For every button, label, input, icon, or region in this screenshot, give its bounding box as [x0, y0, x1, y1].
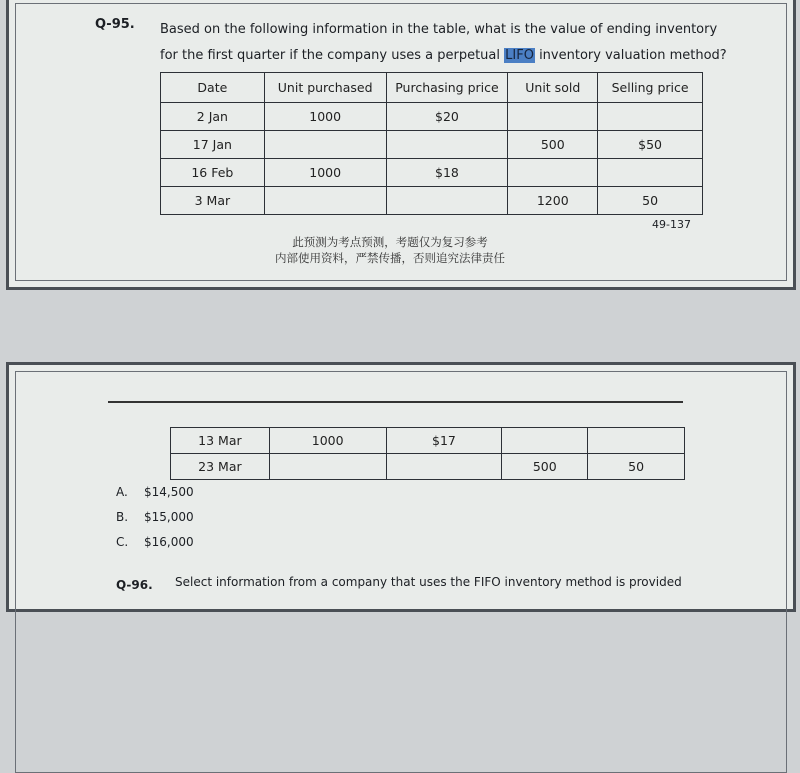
question-line-2-end: inventory valuation method? [534, 48, 727, 63]
table-cell: 1200 [508, 187, 598, 215]
page-reference: 49-137 [652, 218, 691, 231]
header-date: Date [161, 73, 265, 103]
inventory-table-continued [170, 427, 685, 480]
table-cell [264, 187, 386, 215]
table-cell: $20 [386, 103, 508, 131]
table-cell [598, 103, 703, 131]
question-number-q95: Q-95. [95, 17, 135, 32]
header-purchasing-price: Purchasing price [386, 73, 508, 103]
table-header-row [161, 73, 703, 103]
inventory-table [160, 72, 703, 215]
question-text-q96: Select information from a company that uses the FIFO inventory method is provided [175, 575, 682, 589]
table-cell [264, 131, 386, 159]
answer-option-b[interactable] [116, 510, 194, 524]
table-cell: 16 Feb [161, 159, 265, 187]
table-cell: 500 [502, 454, 588, 480]
table-cell [502, 428, 588, 454]
table-cell: $50 [598, 131, 703, 159]
header-unit-purchased: Unit purchased [264, 73, 386, 103]
table-cell [508, 159, 598, 187]
table-cell: 17 Jan [161, 131, 265, 159]
question-number-q96: Q-96. [116, 578, 153, 592]
table-row [161, 103, 703, 131]
table-cell: 1000 [269, 428, 386, 454]
question-line-2-start: for the first quarter if the company uses a perpetual [160, 48, 505, 63]
table-row [171, 454, 685, 480]
question-line-2 [160, 43, 760, 69]
header-unit-sold: Unit sold [508, 73, 598, 103]
table-cell: 500 [508, 131, 598, 159]
table-cell [386, 187, 508, 215]
watermark-line-2: 内部使用资料，严禁传播，否则追究法律责任 [275, 251, 505, 265]
table-cell: $18 [386, 159, 508, 187]
table-row [171, 428, 685, 454]
table-row [161, 131, 703, 159]
table-row [161, 187, 703, 215]
table-cell [269, 454, 386, 480]
table-cell [508, 103, 598, 131]
table-row [161, 159, 703, 187]
option-text: $15,000 [144, 510, 194, 524]
table-cell: $17 [386, 428, 502, 454]
question-line-1: Based on the following information in the table, what is the value of ending inventory [160, 22, 718, 37]
answer-option-c[interactable] [116, 535, 194, 549]
option-text: $16,000 [144, 535, 194, 549]
table-cell: 50 [588, 454, 685, 480]
table-cell: 50 [598, 187, 703, 215]
option-letter: B. [116, 510, 129, 524]
header-selling-price: Selling price [598, 73, 703, 103]
option-letter: A. [116, 485, 128, 499]
watermark-line-1: 此预测为考点预测，考题仅为复习参考 [292, 235, 488, 249]
question-text [160, 17, 760, 69]
table-cell: 13 Mar [171, 428, 270, 454]
table-cell: 23 Mar [171, 454, 270, 480]
option-letter: C. [116, 535, 129, 549]
page-top-rule [108, 401, 683, 403]
table-cell: 2 Jan [161, 103, 265, 131]
table-cell [386, 131, 508, 159]
table-cell [588, 428, 685, 454]
table-cell: 1000 [264, 159, 386, 187]
watermark-text [230, 234, 550, 266]
lifo-highlight: LIFO [505, 48, 534, 63]
option-text: $14,500 [144, 485, 194, 499]
table-cell [598, 159, 703, 187]
table-cell: 1000 [264, 103, 386, 131]
table-cell [386, 454, 502, 480]
answer-option-a[interactable] [116, 485, 194, 499]
table-cell: 3 Mar [161, 187, 265, 215]
